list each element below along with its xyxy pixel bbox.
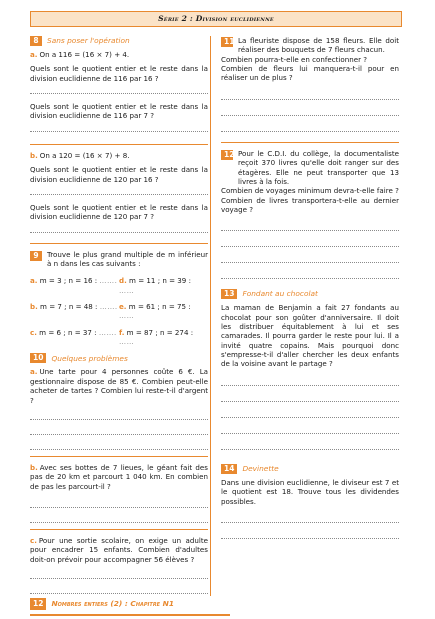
problem-text: Une tarte pour 4 personnes coûte 6 €. La gestionnaire dispose de 85 €. Combien peut-elle acheter de tartes ? Combien lui reste-t-il d'argent ? [30, 367, 208, 405]
answer-line[interactable] [221, 268, 399, 279]
problem-text: Pour une sortie scolaire, on exige un adulte pour encadrer 15 enfants. Combien d'adultes doit-on prévoir pour accompagner 56 élèves ? [30, 535, 208, 564]
problem-text: Avec ses bottes de 7 lieues, le géant fait des pas de 20 km et parcourt 1 040 km. En combien de pas les parcourt-il ? [30, 462, 208, 491]
grid-item: e. m = 61 ; n = 75 : …… [119, 302, 191, 321]
exercise-8 [30, 36, 208, 233]
answer-line[interactable] [30, 83, 208, 94]
answer-line[interactable] [30, 222, 208, 233]
answer-line[interactable] [221, 236, 399, 247]
exercise-9 [30, 250, 208, 347]
exercise-title: Sans poser l'opération [47, 36, 130, 46]
answer-line[interactable] [30, 184, 208, 195]
question: Combien pourra-t-elle en confectionner ? [221, 54, 368, 64]
exercise-13 [221, 289, 399, 450]
answer-line[interactable] [30, 409, 208, 420]
answer-line[interactable] [221, 407, 399, 418]
grid-item: d. m = 11 ; n = 39 : …… [119, 276, 191, 295]
page-footer [30, 596, 230, 612]
answer-line[interactable] [30, 583, 208, 594]
statement: On a 116 = (16 × 7) + 4. [39, 50, 130, 59]
answer-line[interactable] [221, 391, 399, 402]
answer-line[interactable] [30, 512, 208, 523]
statement: La fleuriste dispose de 158 fleurs. Elle doit réaliser des bouquets de 7 fleurs chacun. [238, 36, 399, 55]
exercise-number: 12 [221, 150, 233, 160]
answer-line[interactable] [221, 220, 399, 231]
statement: Trouve le plus grand multiple de m inférieur à n dans les cas suivants : [47, 249, 208, 268]
grid-item: a. m = 3 ; n = 16 : ……. [30, 276, 118, 286]
answer-line[interactable] [30, 439, 208, 450]
exercise-12 [221, 149, 399, 280]
answer-line[interactable] [221, 528, 399, 539]
answer-line[interactable] [30, 497, 208, 508]
question: Combien de voyages minimum devra-t-elle faire ? [221, 186, 399, 196]
exercise-number: 11 [221, 37, 233, 47]
answer-line[interactable] [30, 568, 208, 579]
left-column [30, 36, 208, 600]
grid-item: f. m = 87 ; n = 274 : …… [119, 327, 194, 347]
exercise-title: Devinette [242, 463, 279, 473]
grid-item: c. m = 6 ; n = 37 : ……. [30, 327, 117, 337]
answer-line[interactable] [221, 121, 399, 132]
exercise-title: Fondant au chocolat [242, 289, 318, 299]
answer-line[interactable] [221, 105, 399, 116]
exercise-number: 14 [221, 464, 237, 474]
question: Quels sont le quotient entier et le reste dans la division euclidienne de 120 par 7 ? [30, 202, 208, 222]
exercise-number: 8 [30, 36, 42, 46]
grid-item: b. m = 7 ; n = 48 : ……. [30, 302, 118, 312]
sub-letter: b. [30, 150, 38, 160]
page-number: 12 [30, 598, 46, 610]
question: Combien de fleurs lui manquera-t-il pour en réaliser un de plus ? [221, 64, 399, 83]
right-column [221, 36, 399, 539]
exercise-number: 10 [30, 353, 46, 363]
problem-text: Dans une division euclidienne, le diviseur est 7 et le quotient est 18. Trouve tous les dividendes possibles. [221, 477, 399, 506]
answer-line[interactable] [221, 512, 399, 523]
answer-line[interactable] [30, 121, 208, 132]
answer-line[interactable] [221, 375, 399, 386]
footer-rule [30, 614, 230, 616]
series-header [30, 11, 402, 27]
answer-line[interactable] [221, 252, 399, 263]
exercise-title: Quelques problèmes [51, 353, 128, 363]
exercise-14 [221, 464, 399, 539]
answer-line[interactable] [30, 424, 208, 435]
exercise-number: 9 [30, 251, 42, 261]
exercise-number: 13 [221, 289, 237, 299]
question: Combien de livres transportera-t-elle au dernier voyage ? [221, 195, 399, 214]
statement: On a 120 = (16 × 7) + 8. [39, 150, 130, 160]
question: Quels sont le quotient entier et le reste dans la division euclidienne de 116 par 7 ? [30, 102, 208, 121]
question: Quels sont le quotient entier et le reste dans la division euclidienne de 120 par 16 ? [30, 165, 208, 184]
exercise-10: 10 Quelques problèmes a. Une tarte pour 4 personnes coûte 6 €. La gestionnaire dispose de 85 €. Combien peut-elle acheter de tartes ? Combien lui reste-t-il d'argent ? b. Avec ses bottes de 7 lieues, le géant fait des pas de 20 km et parcourt 1 040 km. En combien de pas les parcourt-il ? c. Pour une sortie scolaire, on exige un adulte pour encadrer 15 enfants. Combien d'adultes doit-on prévoir pour accompagner 56 élèves ? [30, 353, 208, 594]
series-title: Série 2 : Division euclidienne [158, 13, 274, 23]
problem-text: La maman de Benjamin a fait 27 fondants au chocolat pour son goûter d'anniversaire. Il doit les distribuer équitablement à lui et ses camarades. Il pourra garder le reste pour lui. Il a invité quatre copains. Mais pourquoi donc s'empresse-t-il d'aller chercher les deux enfants de la voisine avant le partage ? [221, 303, 399, 369]
sub-letter: a. [30, 50, 38, 59]
answer-line[interactable] [221, 423, 399, 434]
statement: Pour le C.D.I. du collège, la documentaliste reçoit 370 livres qu'elle doit ranger sur des étagères. Elle ne peut transporter que 13 livres à la fois. [238, 148, 399, 186]
question: Quels sont le quotient entier et le reste dans la division euclidienne de 116 par 16 ? [30, 64, 208, 83]
column-divider [210, 36, 211, 596]
exercise-11 [221, 36, 399, 132]
answer-line[interactable] [221, 89, 399, 100]
chapter-label: Nombres entiers (2) : Chapitre N1 [51, 599, 174, 609]
answer-line[interactable] [221, 439, 399, 450]
